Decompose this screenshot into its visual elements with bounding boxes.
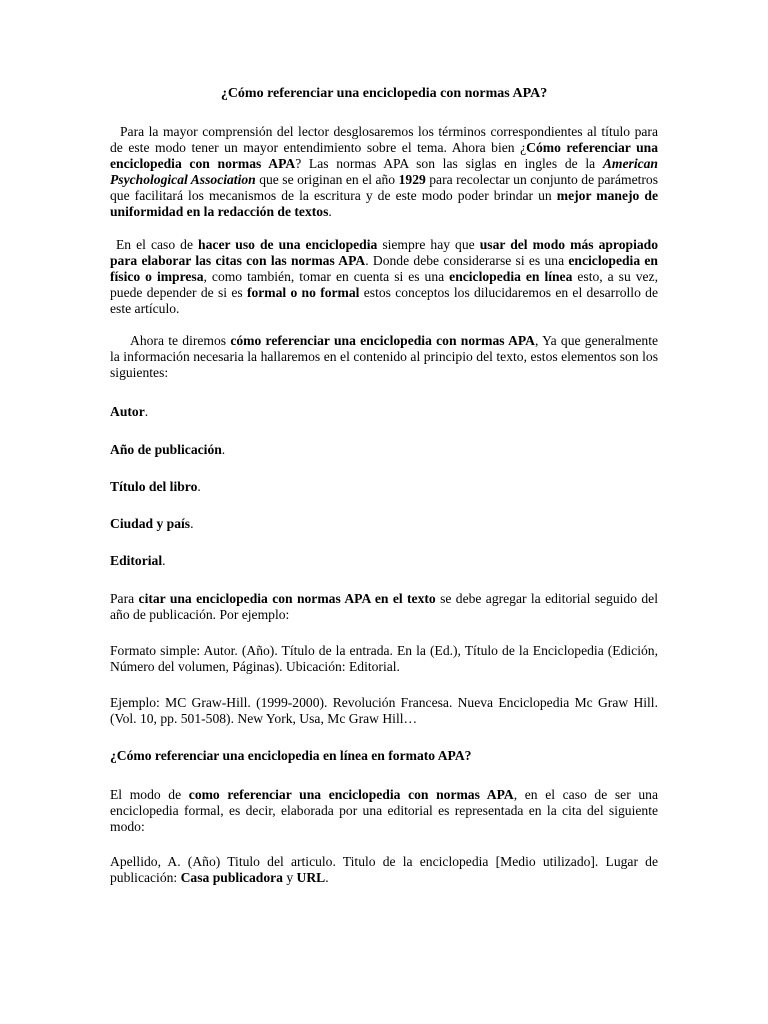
paragraph-online-encyclopedia: El modo de como referenciar una enciclopedia con normas APA, en el caso de ser una enciclopedia formal, es decir, elaborada por una editorial es representada en la cita del siguiente modo: [110,787,658,834]
element-item: Título del libro. [110,479,201,494]
document-title: ¿Cómo referenciar una enciclopedia con normas APA? [220,86,548,101]
element-item: Ciudad y país. [110,516,194,531]
paragraph-in-text-citation: Para citar una enciclopedia con normas APA en el texto se debe agregar la editorial seguido del año de publicación. Por ejemplo: [110,591,658,622]
paragraph-usage: En el caso de hacer uso de una enciclopedia siempre hay que usar del modo más apropiado para elaborar las citas con las normas APA. Donde debe considerarse si es una enciclopedia en físico o impresa, como también, tomar en cuenta si es una enciclopedia en línea esto, a su vez, puede depender de si es formal o no formal estos conceptos los dilucidaremos en el desarrollo de este artículo. [110,237,658,316]
paragraph-intro: Para la mayor comprensión del lector desglosaremos los términos correspondientes al título para de este modo tener un mayor entendimiento sobre el tema. Ahora bien ¿Cómo referenciar una enciclopedia con normas APA? Las normas APA son las siglas en ingles de la American Psychological Association que se originan en el año 1929 para recolectar un conjunto de parámetros que facilitará los mecanismos de la escritura y de este modo poder brindar un mejor manejo de uniformidad en la redacción de textos. [110,124,658,219]
paragraph-online-format: Apellido, A. (Año) Titulo del articulo. Titulo de la enciclopedia [Medio utilizado]. Lugar de publicación: Casa publicadora y URL. [110,854,658,885]
paragraph-simple-format: Formato simple: Autor. (Año). Título de la entrada. En la (Ed.), Título de la Enciclopedia (Edición, Número del volumen, Páginas). Ubicación: Editorial. [110,643,658,674]
paragraph-elements-intro: Ahora te diremos cómo referenciar una enciclopedia con normas APA, Ya que generalmente la información necesaria la hallaremos en el contenido al principio del texto, estos elementos son los siguientes: [110,333,659,380]
element-item: Editorial. [110,553,166,568]
element-item: Año de publicación. [110,442,226,457]
element-item: Autor. [110,404,149,419]
section-subtitle: ¿Cómo referenciar una enciclopedia en línea en formato APA? [110,748,472,763]
paragraph-example: Ejemplo: MC Graw-Hill. (1999-2000). Revolución Francesa. Nueva Enciclopedia Mc Graw Hill. (Vol. 10, pp. 501-508). New York, Usa, Mc Graw Hill… [110,695,658,726]
